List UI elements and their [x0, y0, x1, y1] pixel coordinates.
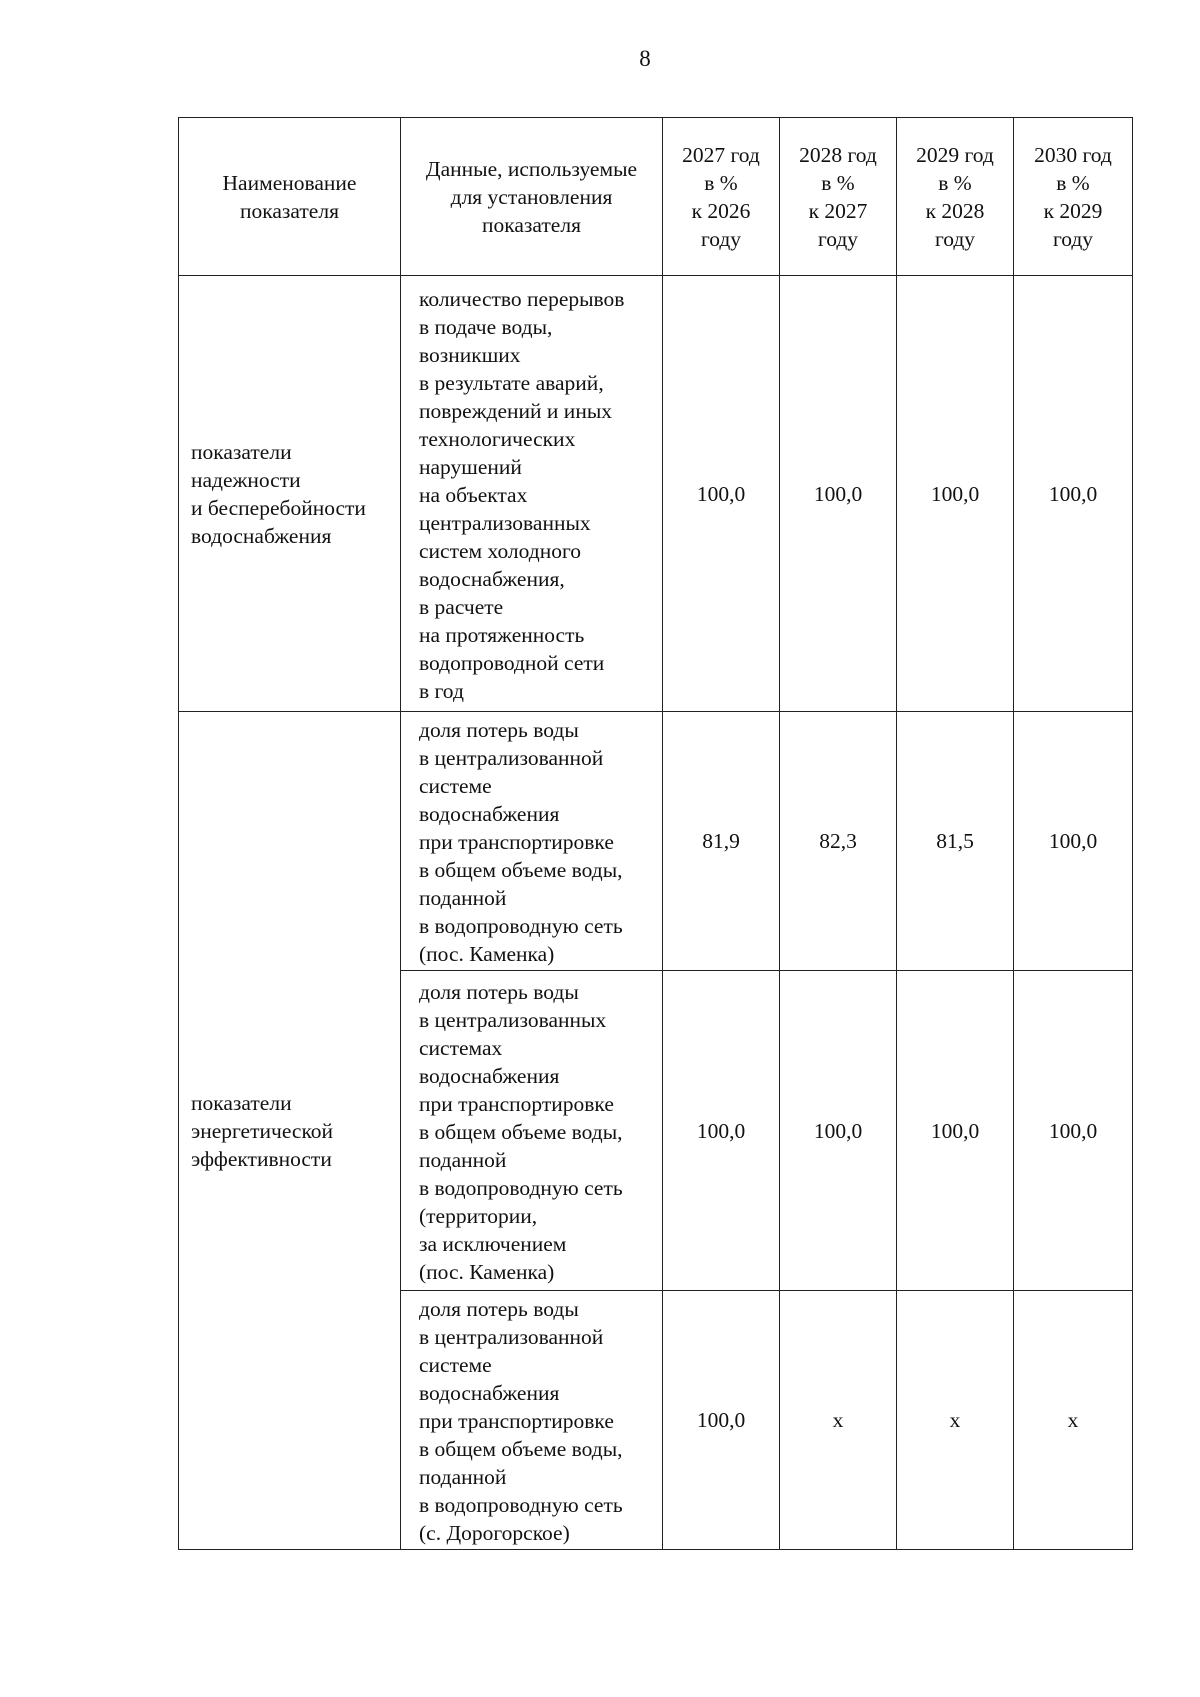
table-row [179, 276, 1133, 712]
value-2030: 100,0 [1014, 712, 1133, 971]
source-data-cell: доля потерь воды в централизованной системе водоснабжения при транспортировке в общем объеме воды, поданной в водопроводную сеть (с. Дорогорское) [401, 1291, 663, 1550]
value-2027: 81,9 [663, 712, 780, 971]
value-2028: 100,0 [780, 276, 897, 712]
header-2027: 2027 год в % к 2026 году [663, 118, 780, 276]
value-2029: 100,0 [897, 971, 1014, 1291]
source-data-cell: количество перерывов в подаче воды, возникших в результате аварий, повреждений и иных технологических нарушений на объектах централизованных систем холодного водоснабжения, в расчете на протяженность водопроводной сети в год [401, 276, 663, 712]
page-number: 8 [639, 46, 651, 71]
header-2028: 2028 год в % к 2027 году [780, 118, 897, 276]
header-row [179, 118, 1133, 276]
source-data-cell: доля потерь воды в централизованных системах водоснабжения при транспортировке в общем объеме воды, поданной в водопроводную сеть (территории, за исключением (пос. Каменка) [401, 971, 663, 1291]
source-data-cell: доля потерь воды в централизованной системе водоснабжения при транспортировке в общем объеме воды, поданной в водопроводную сеть (пос. Каменка) [401, 712, 663, 971]
value-2027: 100,0 [663, 276, 780, 712]
value-2030: х [1014, 1291, 1133, 1550]
header-indicator-name: Наименование показателя [179, 118, 401, 276]
table-row [179, 712, 1133, 971]
value-2030: 100,0 [1014, 276, 1133, 712]
header-source-data: Данные, используемые для установления показателя [401, 118, 663, 276]
indicator-name-energy-efficiency: показатели энергетической эффективности [179, 712, 401, 1550]
value-2028: 82,3 [780, 712, 897, 971]
value-2028: 100,0 [780, 971, 897, 1291]
header-2029: 2029 год в % к 2028 году [897, 118, 1014, 276]
indicator-name-reliability: показатели надежности и бесперебойности водоснабжения [179, 276, 401, 712]
value-2027: 100,0 [663, 1291, 780, 1550]
value-2030: 100,0 [1014, 971, 1133, 1291]
value-2029: 81,5 [897, 712, 1014, 971]
value-2029: 100,0 [897, 276, 1014, 712]
value-2028: х [780, 1291, 897, 1550]
value-2027: 100,0 [663, 971, 780, 1291]
indicators-table [178, 117, 1133, 1550]
header-2030: 2030 год в % к 2029 году [1014, 118, 1133, 276]
value-2029: х [897, 1291, 1014, 1550]
